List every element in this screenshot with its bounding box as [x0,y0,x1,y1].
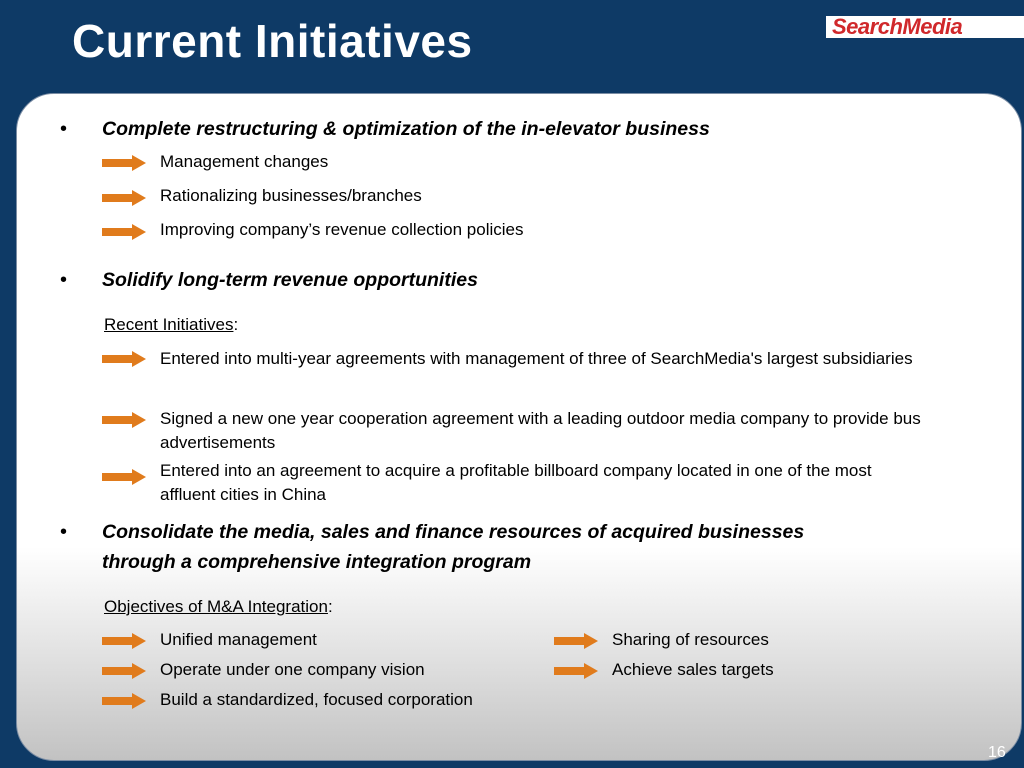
arrow-right-icon [102,469,146,485]
section1-item-2: Rationalizing businesses/branches [160,186,422,205]
arrow-right-icon [102,633,146,649]
section3-left-item-2: Operate under one company vision [160,660,425,679]
bullet-3: • [60,521,68,543]
section2-item-1: Entered into multi-year agreements with management of three of SearchMedia's largest subsidiaries [160,349,913,368]
arrow-right-icon [554,633,598,649]
section3-heading: Consolidate the media, sales and finance resources of acquired businesses through a comprehensive integration program [102,521,805,573]
slide-title: Current Initiatives [72,15,473,67]
arrow-right-icon [102,663,146,679]
section2-item-2: Signed a new one year cooperation agreement with a leading outdoor media company to provide bus advertisements [160,409,921,452]
section3-right-item-2: Achieve sales targets [612,660,774,679]
section3-sublabel: Objectives of M&A Integration: [104,597,333,616]
arrow-right-icon [102,224,146,240]
recent-initiatives-label: Recent Initiatives [104,315,234,334]
arrow-right-icon [102,412,146,428]
searchmedia-logo [826,16,1024,38]
arrow-right-icon [102,155,146,171]
logo-text: SearchMedia [832,16,963,38]
objectives-label: Objectives of M&A Integration [104,597,328,616]
section1-heading: Complete restructuring & optimization of the in-elevator business [102,118,710,140]
section3-right-item-1: Sharing of resources [612,630,769,649]
section1-item-1: Management changes [160,152,329,171]
bullet-2: • [60,269,68,291]
section1-item-3: Improving company’s revenue collection policies [160,220,524,239]
section3-left-item-3: Build a standardized, focused corporation [160,690,473,709]
section3-left-item-1: Unified management [160,630,317,649]
section2-sublabel: Recent Initiatives: [104,315,239,334]
section2-heading: Solidify long-term revenue opportunities [102,269,478,291]
arrow-right-icon [102,351,146,367]
arrow-right-icon [102,693,146,709]
arrow-right-icon [554,663,598,679]
arrow-right-icon [102,190,146,206]
page-number: 16 [988,744,1006,761]
section2-item-3: Entered into an agreement to acquire a profitable billboard company located in one of the most affluent cities in China [160,461,872,504]
bullet-1: • [60,118,68,140]
